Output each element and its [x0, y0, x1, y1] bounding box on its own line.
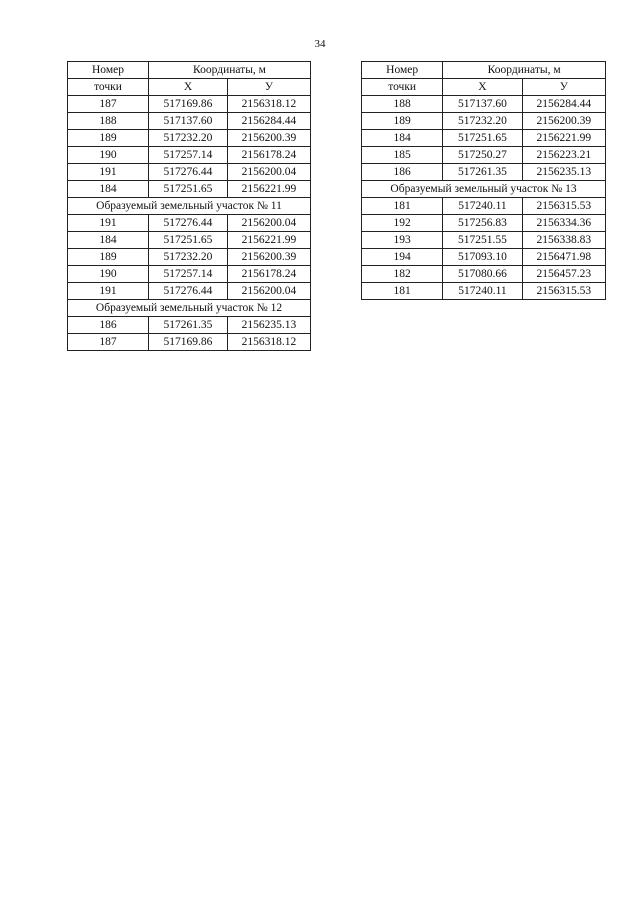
- cell-y: 2156235.13: [227, 317, 310, 334]
- table-row: [362, 266, 606, 283]
- table-row: [68, 266, 311, 283]
- cell-point-number: 190: [68, 266, 149, 283]
- cell-point-number: 189: [362, 113, 443, 130]
- table-row: [362, 198, 606, 215]
- cell-x: 517251.65: [148, 181, 227, 198]
- table-row: [362, 249, 606, 266]
- cell-x: 517169.86: [148, 334, 227, 351]
- table-row: [68, 215, 311, 232]
- coordinates-table-right: [361, 61, 606, 300]
- cell-x: 517257.14: [148, 147, 227, 164]
- cell-y: 2156318.12: [227, 334, 310, 351]
- header-y: У: [227, 79, 310, 96]
- cell-y: 2156315.53: [522, 283, 605, 300]
- cell-y: 2156334.36: [522, 215, 605, 232]
- cell-x: 517137.60: [443, 96, 522, 113]
- cell-y: 2156318.12: [227, 96, 310, 113]
- header-x: X: [148, 79, 227, 96]
- cell-y: 2156200.39: [227, 249, 310, 266]
- table-row: [68, 249, 311, 266]
- cell-x: 517232.20: [443, 113, 522, 130]
- cell-point-number: 181: [362, 198, 443, 215]
- cell-y: 2156284.44: [522, 96, 605, 113]
- table-row: [362, 232, 606, 249]
- table-body: [362, 96, 606, 300]
- cell-point-number: 184: [68, 181, 149, 198]
- section-title: Образуемый земельный участок № 12: [68, 300, 311, 317]
- header-point-number-top: Номер: [68, 62, 149, 79]
- header-x: X: [443, 79, 522, 96]
- cell-point-number: 186: [68, 317, 149, 334]
- cell-point-number: 184: [68, 232, 149, 249]
- cell-point-number: 189: [68, 130, 149, 147]
- header-coordinates: Координаты, м: [148, 62, 310, 79]
- table-row: [68, 317, 311, 334]
- header-point-number-bottom: точки: [68, 79, 149, 96]
- cell-x: 517232.20: [148, 130, 227, 147]
- table-row: [68, 113, 311, 130]
- table-row: [68, 334, 311, 351]
- cell-x: 517276.44: [148, 215, 227, 232]
- cell-point-number: 187: [68, 96, 149, 113]
- cell-x: 517137.60: [148, 113, 227, 130]
- cell-point-number: 194: [362, 249, 443, 266]
- cell-x: 517093.10: [443, 249, 522, 266]
- table-row: [68, 96, 311, 113]
- cell-x: 517080.66: [443, 266, 522, 283]
- section-row: [68, 198, 311, 215]
- cell-y: 2156178.24: [227, 147, 310, 164]
- cell-point-number: 186: [362, 164, 443, 181]
- cell-y: 2156235.13: [522, 164, 605, 181]
- header-coordinates: Координаты, м: [443, 62, 606, 79]
- cell-point-number: 185: [362, 147, 443, 164]
- cell-y: 2156200.39: [522, 113, 605, 130]
- cell-y: 2156221.99: [522, 130, 605, 147]
- cell-y: 2156284.44: [227, 113, 310, 130]
- table-row: [362, 215, 606, 232]
- cell-x: 517276.44: [148, 283, 227, 300]
- cell-y: 2156200.04: [227, 283, 310, 300]
- cell-x: 517169.86: [148, 96, 227, 113]
- cell-x: 517256.83: [443, 215, 522, 232]
- cell-x: 517261.35: [148, 317, 227, 334]
- cell-y: 2156223.21: [522, 147, 605, 164]
- cell-x: 517240.11: [443, 198, 522, 215]
- header-point-number-top: Номер: [362, 62, 443, 79]
- cell-y: 2156200.39: [227, 130, 310, 147]
- cell-x: 517257.14: [148, 266, 227, 283]
- cell-y: 2156315.53: [522, 198, 605, 215]
- cell-point-number: 191: [68, 283, 149, 300]
- header-y: У: [522, 79, 605, 96]
- table-row: [362, 283, 606, 300]
- cell-x: 517261.35: [443, 164, 522, 181]
- cell-point-number: 187: [68, 334, 149, 351]
- cell-point-number: 184: [362, 130, 443, 147]
- table-row: [68, 283, 311, 300]
- section-title: Образуемый земельный участок № 13: [362, 181, 606, 198]
- cell-y: 2156221.99: [227, 181, 310, 198]
- cell-x: 517250.27: [443, 147, 522, 164]
- section-row: [362, 181, 606, 198]
- table-row: [68, 181, 311, 198]
- cell-y: 2156178.24: [227, 266, 310, 283]
- page-number: 34: [314, 38, 326, 50]
- section-title: Образуемый земельный участок № 11: [68, 198, 311, 215]
- table-row: [362, 130, 606, 147]
- cell-y: 2156457.23: [522, 266, 605, 283]
- cell-y: 2156221.99: [227, 232, 310, 249]
- cell-x: 517240.11: [443, 283, 522, 300]
- table-body: [68, 96, 311, 351]
- header-point-number-bottom: точки: [362, 79, 443, 96]
- cell-point-number: 188: [362, 96, 443, 113]
- table-row: [362, 96, 606, 113]
- cell-point-number: 182: [362, 266, 443, 283]
- cell-y: 2156338.83: [522, 232, 605, 249]
- cell-x: 517276.44: [148, 164, 227, 181]
- table-row: [362, 147, 606, 164]
- cell-point-number: 191: [68, 164, 149, 181]
- cell-point-number: 188: [68, 113, 149, 130]
- table-row: [68, 147, 311, 164]
- cell-point-number: 193: [362, 232, 443, 249]
- coordinates-table-left: [67, 61, 311, 351]
- cell-y: 2156471.98: [522, 249, 605, 266]
- table-row: [68, 130, 311, 147]
- cell-x: 517251.55: [443, 232, 522, 249]
- cell-x: 517232.20: [148, 249, 227, 266]
- cell-point-number: 192: [362, 215, 443, 232]
- cell-x: 517251.65: [148, 232, 227, 249]
- cell-point-number: 190: [68, 147, 149, 164]
- table-row: [362, 113, 606, 130]
- cell-point-number: 189: [68, 249, 149, 266]
- cell-x: 517251.65: [443, 130, 522, 147]
- section-row: [68, 300, 311, 317]
- cell-y: 2156200.04: [227, 164, 310, 181]
- cell-point-number: 191: [68, 215, 149, 232]
- cell-y: 2156200.04: [227, 215, 310, 232]
- table-row: [68, 232, 311, 249]
- table-row: [362, 164, 606, 181]
- cell-point-number: 181: [362, 283, 443, 300]
- table-row: [68, 164, 311, 181]
